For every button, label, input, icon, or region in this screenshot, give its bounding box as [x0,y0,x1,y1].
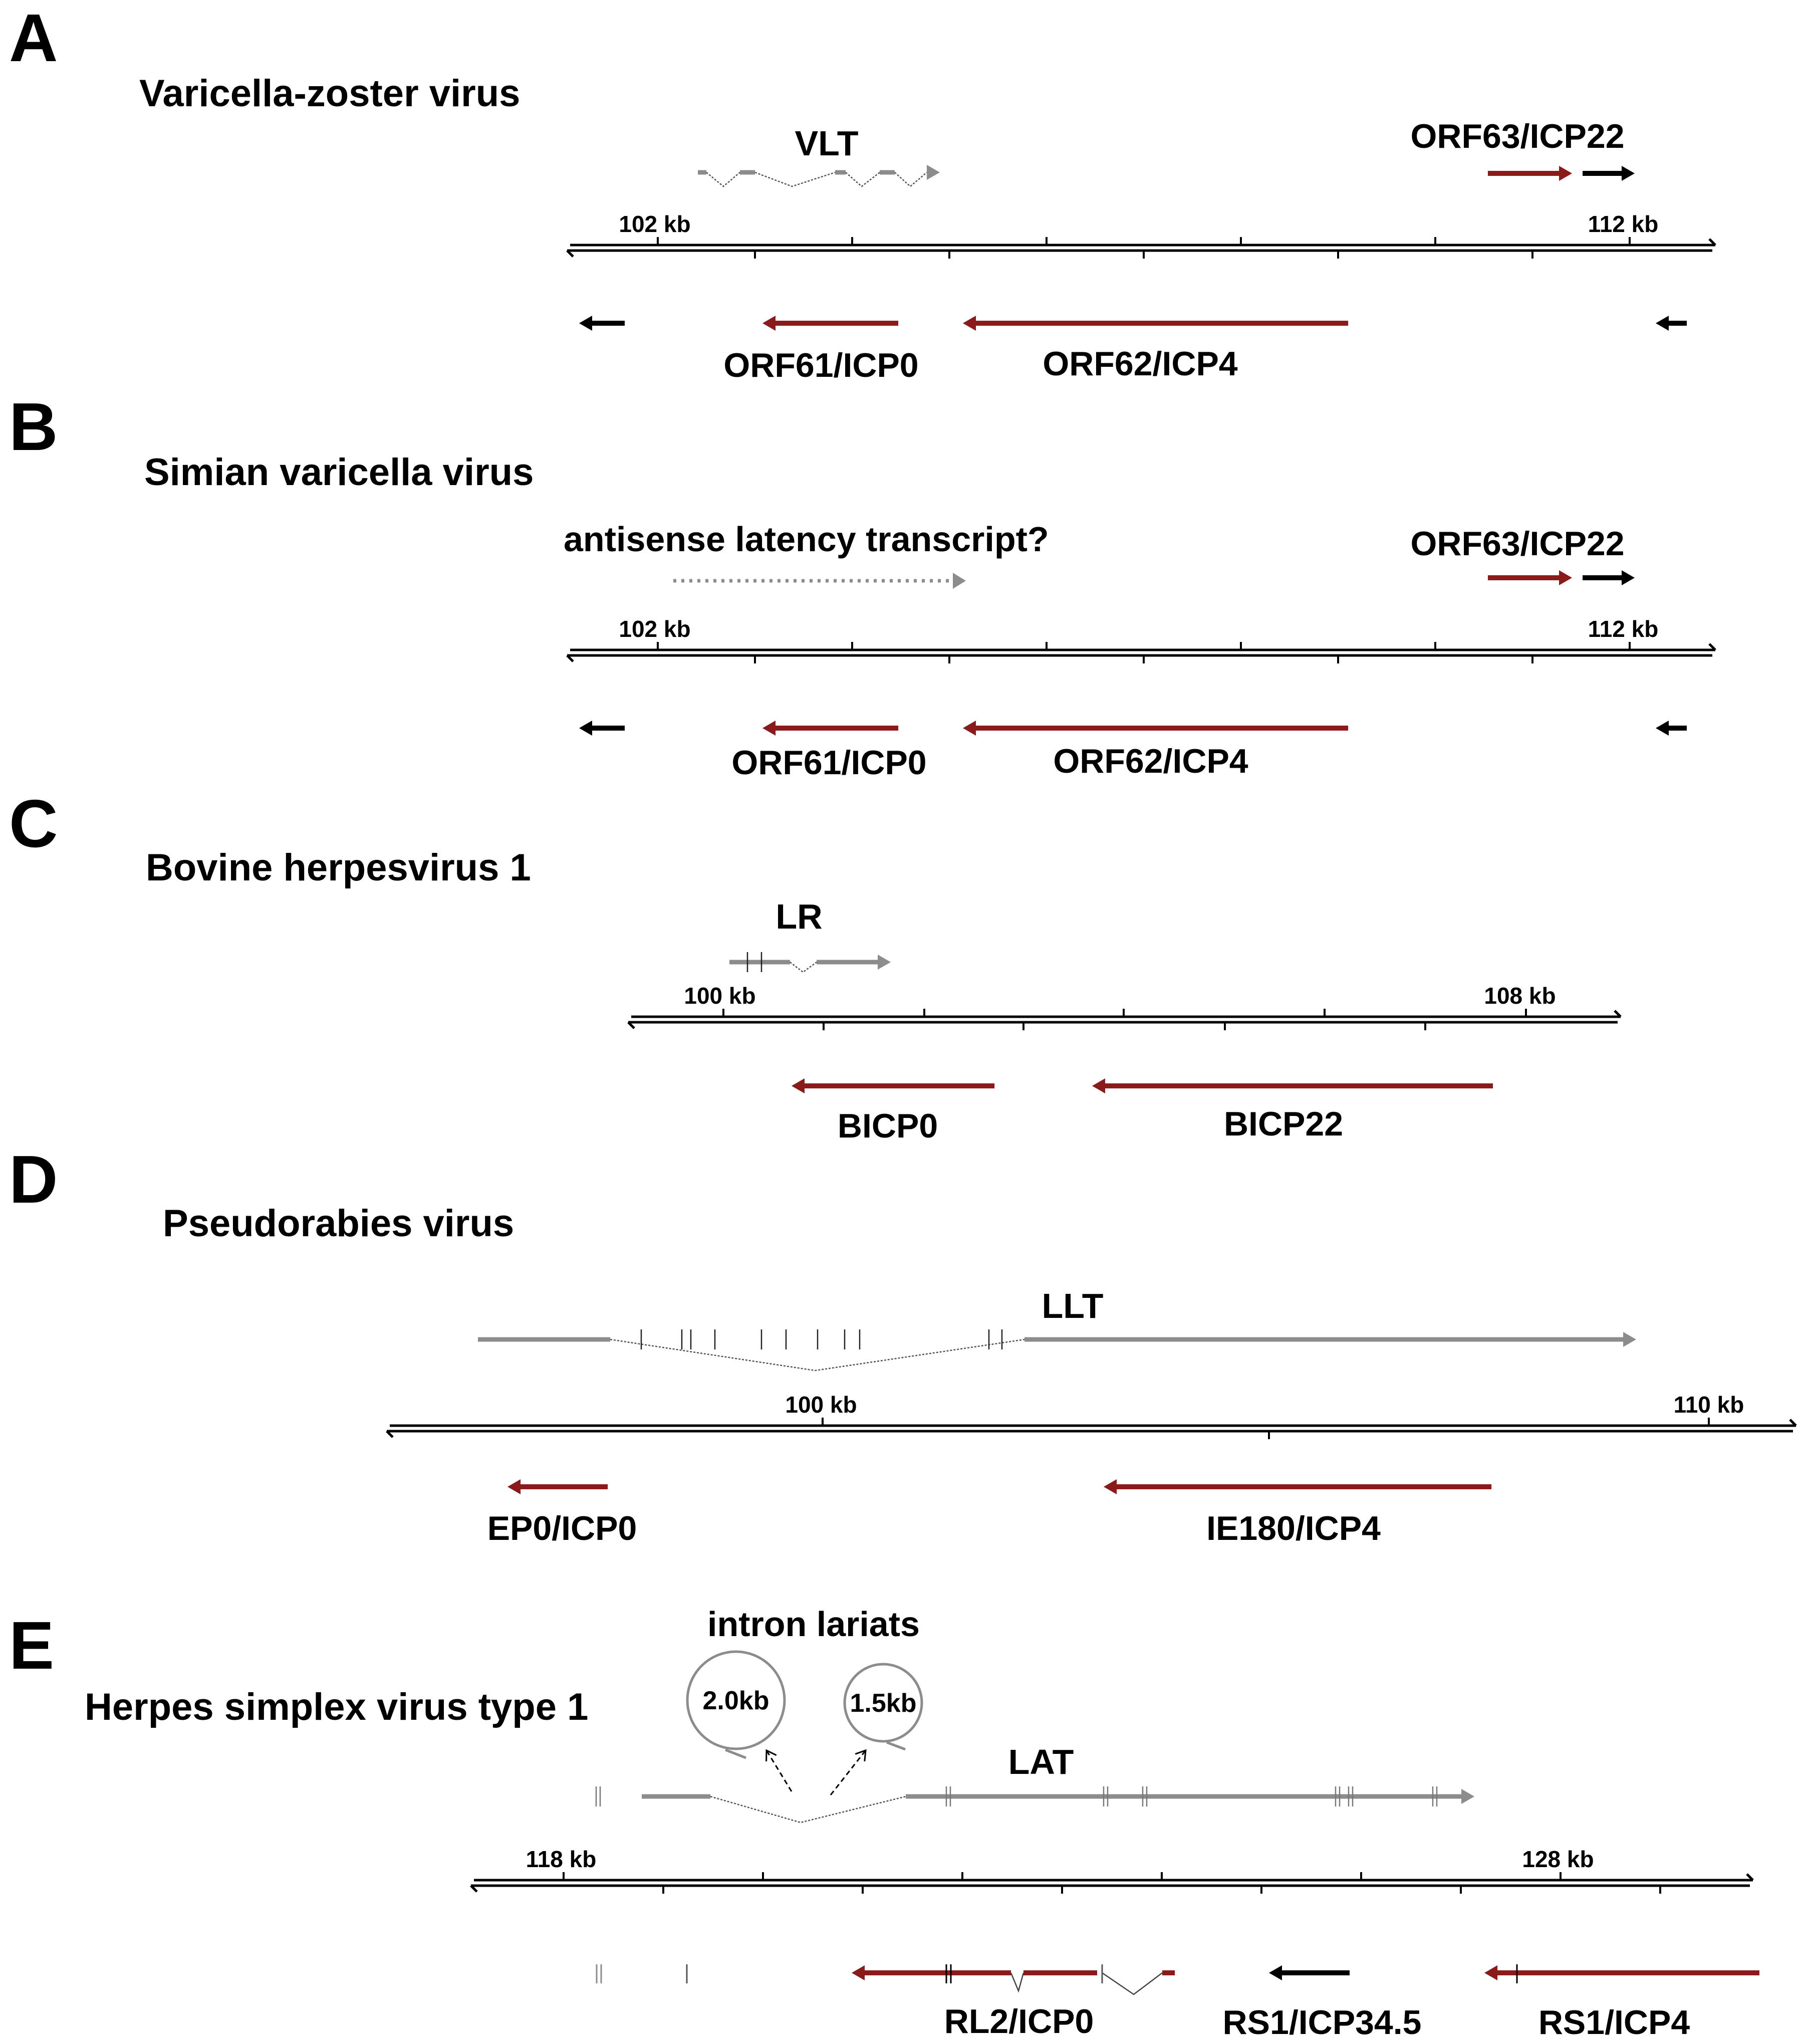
gene-label-bottom: RL2/ICP0 [944,2002,1094,2040]
panel-letter: B [9,389,58,465]
exon-block [906,1794,1460,1799]
gene-shaft [1583,575,1623,580]
gene-shaft [591,321,625,326]
gene-shaft [975,321,1348,326]
kb-position-label: 100 kb [684,983,756,1009]
gene-label-bottom: ORF61/ICP0 [723,346,919,384]
gene-shaft [1668,321,1687,326]
gene-shaft [520,1484,608,1489]
exon-block [817,960,877,965]
exon-block [1024,1337,1623,1342]
gene-label-bottom: ORF62/ICP4 [1043,345,1238,383]
kb-position-label: 118 kb [526,1846,597,1872]
gene-label-top: ORF63/ICP22 [1410,117,1625,155]
latency-transcript-label: antisense latency transcript? [564,520,1049,559]
gene-shaft [1668,726,1687,731]
gene-shaft [975,726,1348,731]
gene-shaft [804,1083,994,1088]
gene-label-bottom: RS1/ICP34.5 [1222,2003,1422,2041]
kb-position-label: 128 kb [1522,1846,1594,1872]
virus-name-title: Simian varicella virus [144,451,534,494]
exon-block [642,1794,710,1799]
panel-letter: A [9,0,58,76]
kb-position-label: 112 kb [1588,211,1659,237]
gene-label-bottom: RS1/ICP4 [1538,2003,1690,2041]
gene-label-bottom: ORF61/ICP0 [731,744,927,782]
gene-shaft [1116,1484,1491,1489]
lariat-size-label: 2.0kb [702,1686,769,1715]
latency-transcript-label: LAT [1008,1742,1074,1781]
gene-label-bottom: ORF62/ICP4 [1053,742,1248,780]
gene-shaft [1281,1970,1350,1975]
gene-segment [1162,1970,1175,1975]
kb-position-label: 112 kb [1588,616,1659,642]
exon-block [729,960,790,965]
panel-letter: D [9,1142,58,1217]
gene-shaft [1496,1970,1759,1975]
gene-shaft [591,726,625,731]
lariat-size-label: 1.5kb [850,1689,917,1718]
panel-letter: E [9,1608,55,1683]
exon-block [835,170,846,175]
gene-label-bottom: BICP0 [837,1107,938,1145]
gene-shaft [775,726,898,731]
panel-letter: C [9,786,58,861]
exon-block [740,170,755,175]
virus-name-title: Varicella-zoster virus [139,72,521,115]
gene-label-top: ORF63/ICP22 [1410,525,1625,563]
kb-position-label: 100 kb [785,1392,857,1418]
gene-label-bottom: IE180/ICP4 [1206,1509,1381,1547]
gene-shaft [1488,575,1560,580]
gene-shaft [1104,1083,1493,1088]
gene-shaft [864,1970,1011,1975]
latency-transcript-label: LLT [1042,1286,1104,1325]
gene-segment [1023,1970,1097,1975]
gene-label-bottom: BICP22 [1223,1105,1344,1143]
kb-position-label: 102 kb [619,211,691,237]
kb-position-label: 110 kb [1673,1392,1744,1418]
gene-arrow-bottom [1162,1970,1175,1975]
virus-name-title: Pseudorabies virus [163,1202,514,1245]
gene-shaft [1488,171,1560,176]
kb-position-label: 108 kb [1484,983,1556,1009]
latency-transcript-label: LR [776,897,823,936]
latency-transcript-label: VLT [795,124,859,163]
virus-name-title: Herpes simplex virus type 1 [85,1686,589,1728]
virus-name-title: Bovine herpesvirus 1 [146,846,531,889]
gene-arrow-bottom [1023,1970,1097,1975]
gene-label-bottom: EP0/ICP0 [487,1509,637,1547]
gene-shaft [775,321,898,326]
gene-shaft [1583,171,1623,176]
exon-block [478,1337,610,1342]
kb-position-label: 102 kb [619,616,691,642]
exon-block [880,170,895,175]
intron-lariats-heading: intron lariats [707,1605,920,1644]
exon-block [698,170,706,175]
